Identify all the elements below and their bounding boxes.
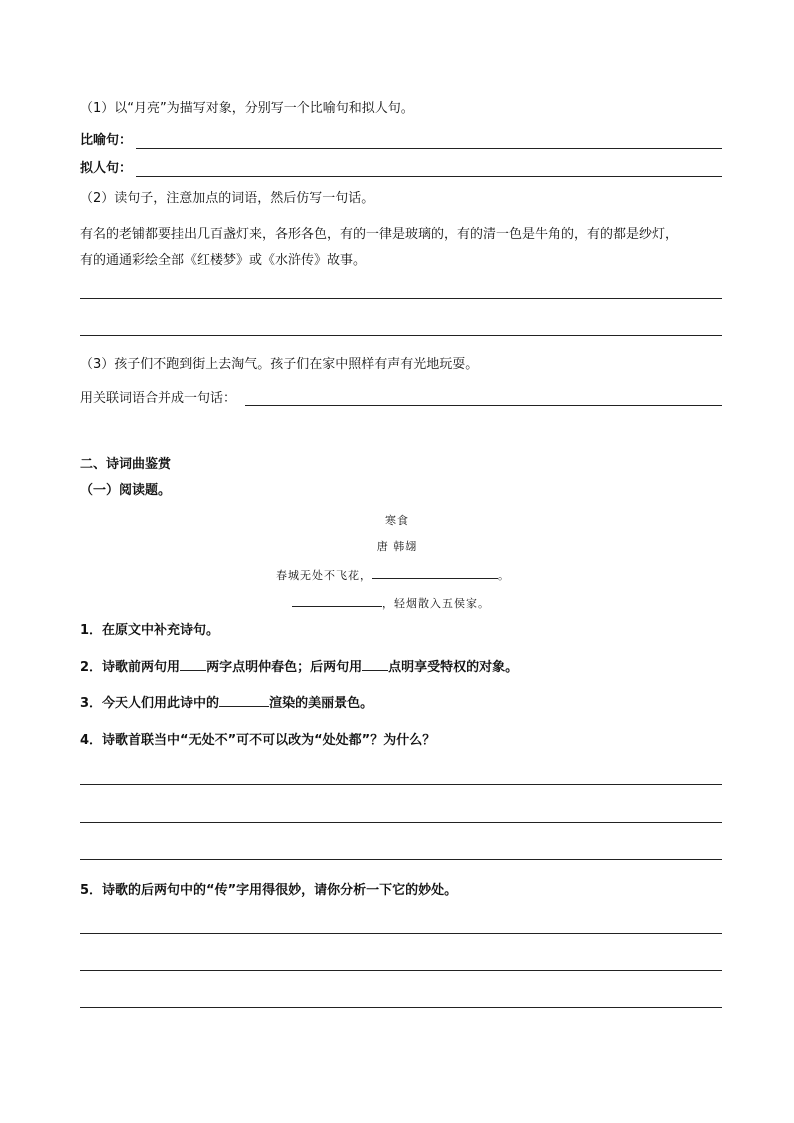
poem-question-1: 1．在原文中补充诗句。 [80, 623, 220, 638]
question-2-blank-1[interactable] [180, 658, 206, 671]
q5-answer-line-1[interactable] [80, 933, 722, 934]
question-1-prompt: （1）以“月亮”为描写对象，分别写一个比喻句和拟人句。 [80, 101, 414, 116]
passage-line-2: 有的通通彩绘全部《红楼梦》或《水浒传》故事。 [80, 253, 367, 268]
poem-question-2: 2．诗歌前两句用 两字点明仲春色；后两句用 点明享受特权的对象。 [80, 660, 519, 675]
reading-subheading: （一）阅读题。 [80, 483, 172, 498]
combine-answer-line[interactable] [245, 405, 722, 406]
poem-line-2-end: ，轻烟散入五侯家。 [382, 597, 490, 610]
question-2-blank-2[interactable] [362, 658, 388, 671]
personification-label: 拟人句： [80, 161, 133, 176]
poem-blank-2[interactable] [292, 594, 382, 607]
q4-answer-line-3[interactable] [80, 859, 722, 860]
poem-blank-1[interactable] [372, 566, 498, 579]
poem-question-3: 3．今天人们用此诗中的 渲染的美丽景色。 [80, 696, 374, 711]
imitation-answer-line-2[interactable] [80, 335, 722, 336]
section-2-heading: 二、诗词曲鉴赏 [80, 457, 172, 472]
q4-answer-line-2[interactable] [80, 822, 722, 823]
q4-answer-line-1[interactable] [80, 784, 722, 785]
imitation-answer-line-1[interactable] [80, 298, 722, 299]
simile-answer-line[interactable] [136, 148, 722, 149]
combine-label: 用关联词语合并成一句话： [80, 391, 237, 406]
poem-title: 寒食 [385, 514, 409, 527]
personification-answer-line[interactable] [136, 176, 722, 177]
passage-line-1: 有名的老铺都要挂出几百盏灯来，各形各色，有的一律是玻璃的，有的清一色是牛角的，有的都是纱灯， [80, 227, 679, 242]
poem-line-1-end: 。 [498, 569, 510, 582]
simile-label: 比喻句： [80, 133, 133, 148]
poem-question-5: 5．诗歌的后两句中的“传”字用得很妙，请你分析一下它的妙处。 [80, 883, 458, 898]
question-3-blank[interactable] [219, 694, 269, 707]
question-2-prompt: （2）读句子，注意加点的词语，然后仿写一句话。 [80, 191, 375, 206]
poem-author: 唐 韩翃 [376, 540, 418, 553]
poem-question-4: 4．诗歌首联当中“无处不”可不可以改为“处处都”？为什么？ [80, 733, 436, 748]
q5-answer-line-3[interactable] [80, 1007, 722, 1008]
question-3-prompt: （3）孩子们不跑到街上去淘气。孩子们在家中照样有声有光地玩耍。 [80, 357, 479, 372]
poem-line-1 [276, 566, 510, 583]
poem-line-1-start: 春城无处不飞花， [276, 569, 372, 582]
poem-line-2 [292, 594, 490, 611]
q5-answer-line-2[interactable] [80, 970, 722, 971]
